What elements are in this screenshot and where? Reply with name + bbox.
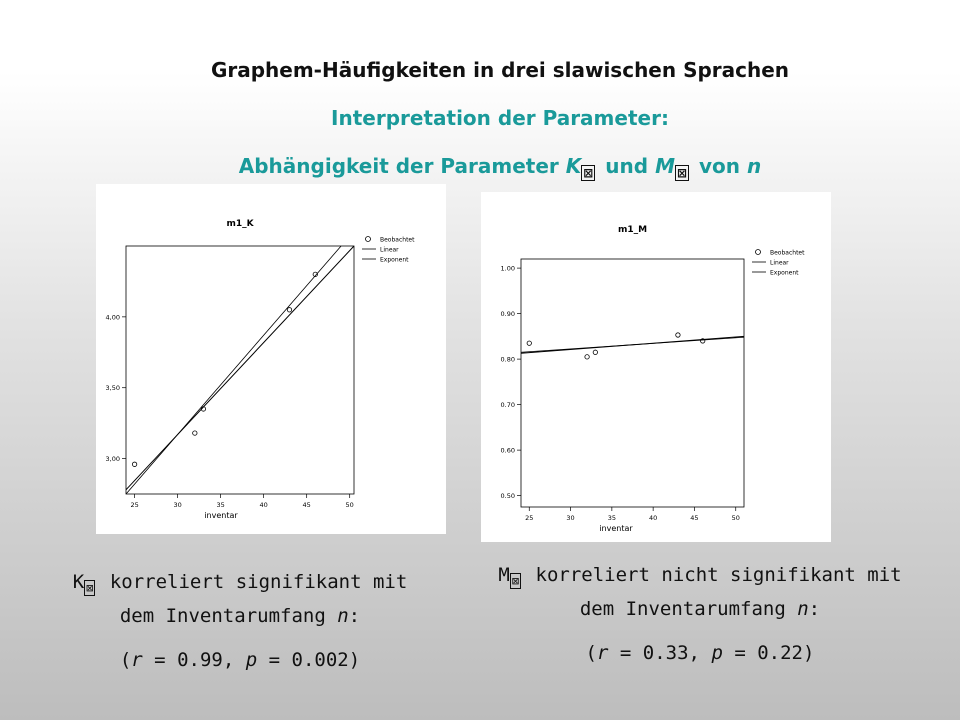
- symbol-m: M: [655, 154, 675, 178]
- series-line-exponent: [126, 246, 354, 490]
- stat-r: 0.33: [642, 642, 689, 664]
- x-tick-label: 40: [259, 501, 268, 509]
- x-axis-label: inventar: [204, 511, 238, 520]
- x-tick-label: 30: [173, 501, 182, 509]
- caption-right-line2: [480, 595, 920, 623]
- data-point: [676, 333, 680, 337]
- data-point: [593, 350, 597, 354]
- x-tick-label: 45: [690, 514, 699, 522]
- caption-right-line1: [480, 561, 920, 595]
- y-tick-label: 3,00: [105, 455, 120, 464]
- chart-title: m1_K: [226, 219, 254, 229]
- legend-label: Beobachtet: [770, 249, 805, 257]
- subscript-box-icon: ⊠: [583, 166, 594, 180]
- caption-text: korreliert nicht signifikant mit: [535, 564, 902, 586]
- symbol-k: K: [565, 154, 582, 178]
- subscript-box-icon: ⊠: [511, 574, 520, 588]
- stat-p-label: p: [245, 649, 258, 671]
- chart-panel-k: [96, 184, 446, 534]
- y-tick-label: 0.90: [500, 310, 515, 319]
- stat-r-label: r: [597, 642, 609, 664]
- y-tick-label: 0.70: [500, 401, 515, 410]
- data-point: [527, 341, 531, 345]
- caption-left-stat: (r = 0.99, p = 0.002): [119, 649, 361, 671]
- stat-p-label: p: [711, 642, 723, 664]
- caption-left-line1: [40, 568, 440, 602]
- stat-r-label: r: [131, 649, 143, 671]
- legend-marker-observed: [756, 250, 761, 255]
- y-tick-label: 0.80: [500, 355, 515, 364]
- caption-left: [40, 568, 440, 674]
- slide-heading: [0, 154, 960, 180]
- caption-n: n: [797, 598, 809, 620]
- slide-subtitle: Interpretation der Parameter:: [331, 106, 669, 130]
- stat-p: 0.002: [291, 649, 349, 671]
- x-tick-label: 25: [130, 501, 139, 509]
- legend-marker-observed: [366, 237, 371, 242]
- series-line-exponent: [521, 336, 744, 353]
- y-tick-label: 0.50: [500, 492, 515, 501]
- data-point: [585, 355, 589, 359]
- caption-sym: K: [72, 571, 85, 593]
- x-axis-label: inventar: [599, 524, 633, 533]
- series-line-linear: [126, 246, 341, 494]
- subscript-box-icon: ⊠: [676, 166, 688, 180]
- caption-left-line2: [40, 602, 440, 630]
- legend-label: Beobachtet: [380, 236, 415, 244]
- data-point: [193, 431, 197, 435]
- x-tick-label: 30: [566, 514, 575, 522]
- x-tick-label: 35: [216, 501, 225, 509]
- chart-k: [96, 184, 446, 534]
- heading-von: von: [699, 154, 741, 178]
- x-tick-label: 50: [345, 501, 354, 509]
- stat-p: 0.22: [757, 642, 803, 664]
- data-point: [287, 308, 291, 312]
- heading-prefix: Abhängigkeit der Parameter: [238, 154, 559, 178]
- y-tick-label: 1.00: [500, 264, 515, 273]
- symbol-n: n: [746, 154, 762, 178]
- legend-label: Exponent: [770, 269, 799, 277]
- caption-colon: :: [808, 598, 821, 620]
- stat-r: 0.99: [177, 649, 223, 671]
- legend-label: Linear: [770, 259, 789, 267]
- chart-title: m1_M: [617, 225, 648, 235]
- legend-label: Linear: [380, 246, 399, 254]
- chart-panel-m: [481, 192, 831, 542]
- caption-n: n: [337, 605, 349, 627]
- caption-text: dem Inventarumfang: [119, 605, 326, 627]
- caption-text: dem Inventarumfang: [579, 598, 786, 620]
- chart-m: [481, 192, 831, 542]
- slide-title: Graphem-Häufigkeiten in drei slawischen Sprachen: [210, 58, 790, 82]
- x-tick-label: 25: [525, 514, 534, 522]
- x-tick-label: 45: [302, 501, 311, 509]
- y-tick-label: 3,50: [105, 384, 120, 393]
- caption-right-stat: (r = 0.33, p = 0.22): [585, 642, 815, 664]
- x-tick-label: 40: [649, 514, 658, 522]
- data-point: [132, 462, 136, 466]
- caption-colon: :: [348, 605, 361, 627]
- y-tick-label: 0.60: [500, 446, 515, 455]
- subscript-box-icon: ⊠: [86, 581, 94, 595]
- legend-label: Exponent: [380, 256, 409, 264]
- plot-frame: [521, 259, 744, 507]
- y-tick-label: 4,00: [105, 313, 120, 322]
- heading-and: und: [605, 154, 649, 178]
- x-tick-label: 35: [607, 514, 616, 522]
- caption-sym: M: [498, 564, 510, 586]
- caption-right: [480, 561, 920, 667]
- x-tick-label: 50: [731, 514, 740, 522]
- caption-text: korreliert signifikant mit: [109, 571, 408, 593]
